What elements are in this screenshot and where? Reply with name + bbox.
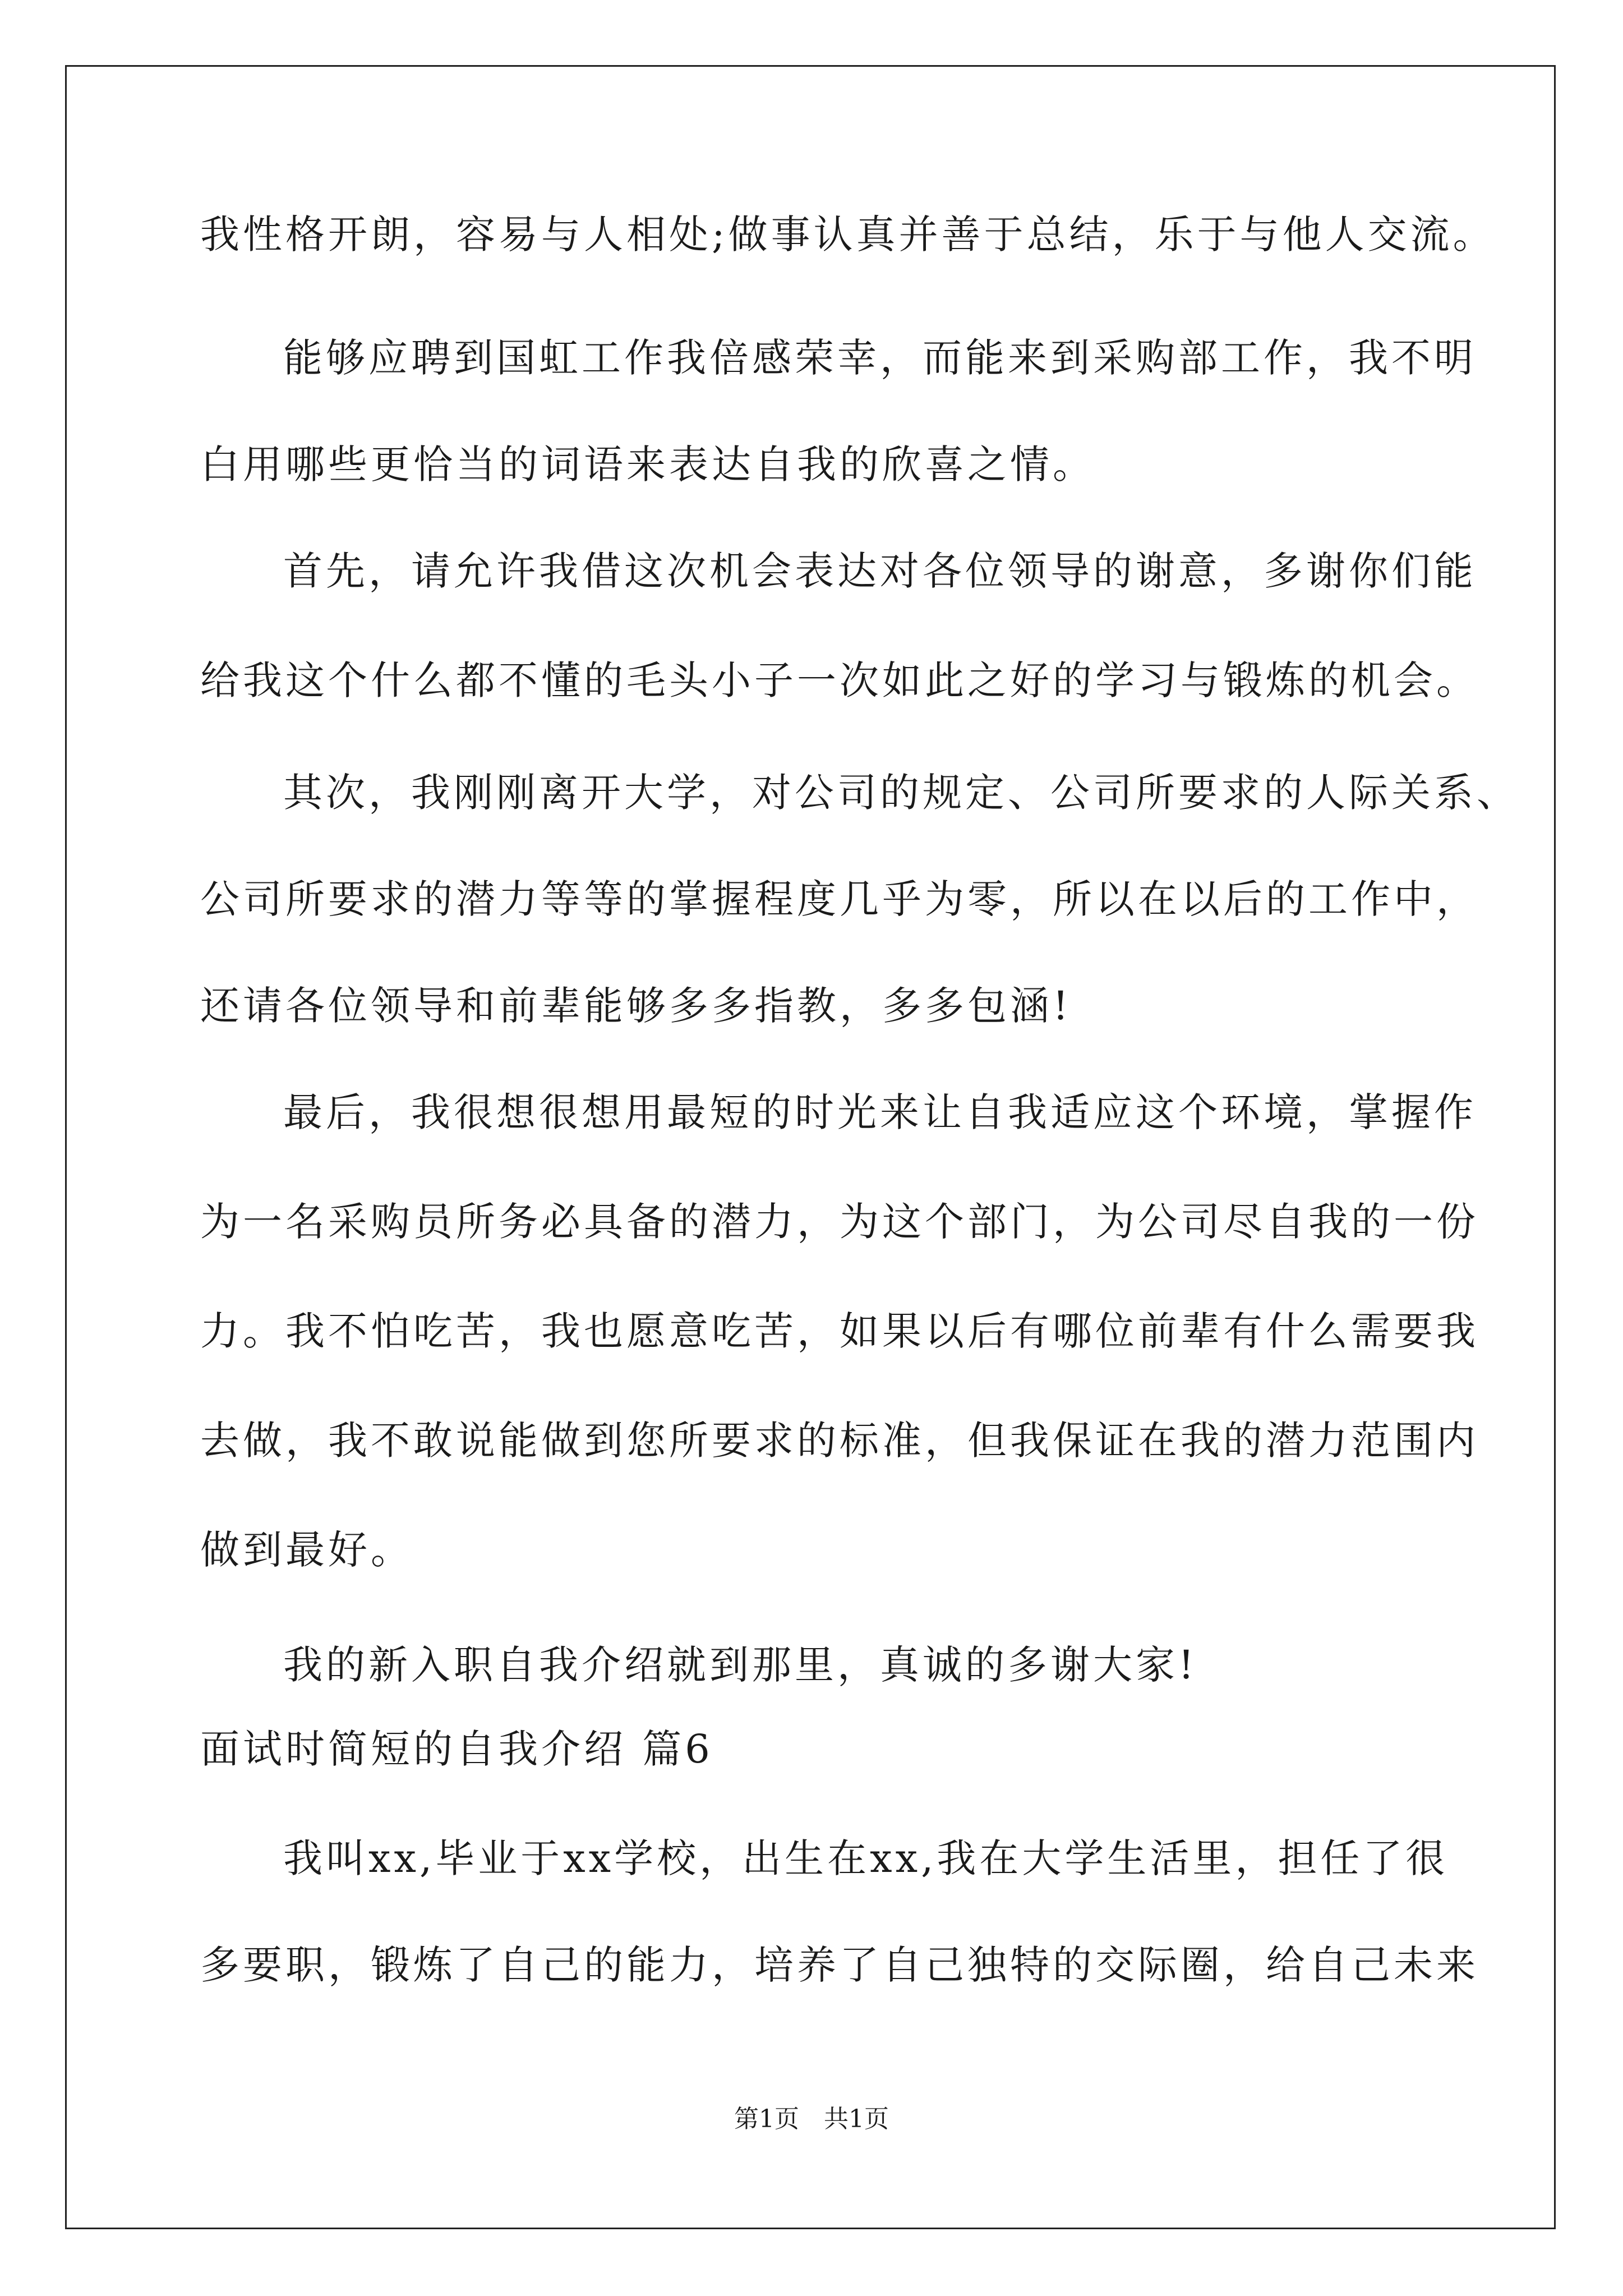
page-total: 共1页 xyxy=(824,2105,889,2133)
text-line: 能够应聘到国虹工作我倍感荣幸，而能来到采购部工作，我不明 xyxy=(283,335,1477,381)
text-line: 最后，我很想很想用最短的时光来让自我适应这个环境，掌握作 xyxy=(283,1089,1477,1135)
text-line: 给我这个什么都不懂的毛头小子一次如此之好的学习与锻炼的机会。 xyxy=(200,657,1479,703)
text-line: 白用哪些更恰当的词语来表达自我的欣喜之情。 xyxy=(200,441,1095,487)
text-line: 我性格开朗，容易与人相处;做事认真并善于总结，乐于与他人交流。 xyxy=(200,211,1496,257)
text-line: 我的新入职自我介绍就到那里，真诚的多谢大家! xyxy=(283,1642,1198,1688)
text-line: 还请各位领导和前辈能够多多指教，多多包涵! xyxy=(200,983,1072,1029)
page-footer xyxy=(0,2102,1623,2136)
text-line: 我叫xx,毕业于xx学校，出生在xx,我在大学生活里，担任了很 xyxy=(283,1835,1449,1881)
text-line: 首先，请允许我借这次机会表达对各位领导的谢意，多谢你们能 xyxy=(283,548,1477,594)
text-line: 公司所要求的潜力等等的掌握程度几乎为零，所以在以后的工作中， xyxy=(200,876,1479,922)
page-border xyxy=(65,65,1556,2229)
text-line: 去做，我不敢说能做到您所要求的标准，但我保证在我的潜力范围内 xyxy=(200,1418,1479,1464)
text-line: 其次，我刚刚离开大学，对公司的规定、公司所要求的人际关系、 xyxy=(283,770,1519,816)
text-line: 力。我不怕吃苦，我也愿意吃苦，如果以后有哪位前辈有什么需要我 xyxy=(200,1308,1479,1354)
text-line: 多要职，锻炼了自己的能力，培养了自己独特的交际圈，给自己未来 xyxy=(200,1942,1479,1988)
section-heading: 面试时简短的自我介绍 篇6 xyxy=(200,1726,713,1772)
text-line: 做到最好。 xyxy=(200,1527,413,1573)
page-number: 第1页 xyxy=(734,2105,799,2133)
text-line: 为一名采购员所务必具备的潜力，为这个部门，为公司尽自我的一份 xyxy=(200,1199,1479,1245)
